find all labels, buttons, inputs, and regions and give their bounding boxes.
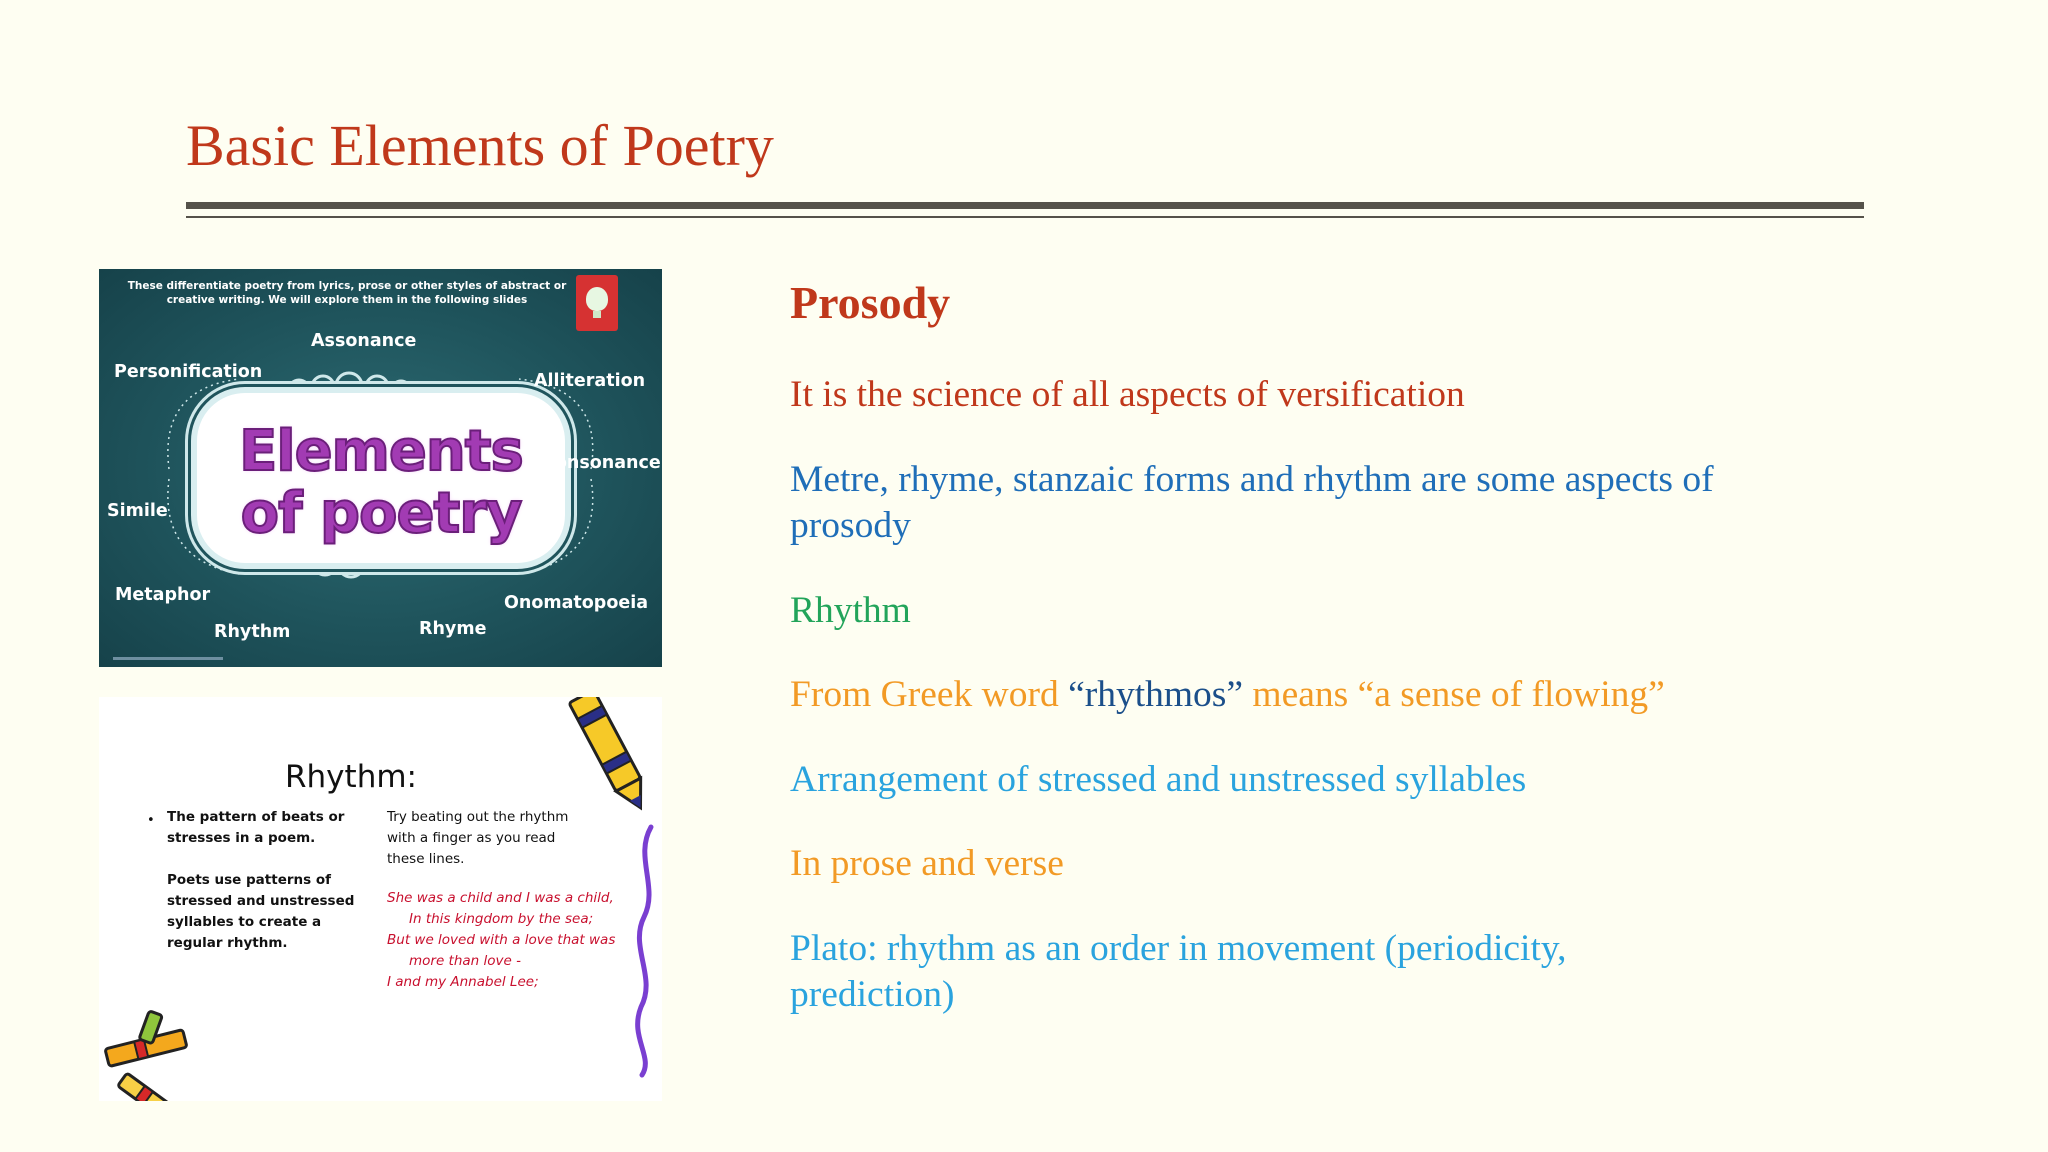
definition-line: The pattern of beats or <box>167 809 345 825</box>
instruction-line: with a finger as you read <box>387 830 556 846</box>
prosody-heading: Prosody <box>790 277 951 328</box>
poem-line: She was a child and I was a child, <box>387 890 614 906</box>
image-note-line-1: These differentiate poetry from lyrics, prose or other styles of abstract or <box>127 280 567 292</box>
bullet-dot: • <box>147 813 155 828</box>
line-greek-origin <box>790 672 1665 718</box>
line-prose-verse: In prose and verse <box>790 843 1064 884</box>
term-simile: Simile <box>107 501 168 521</box>
greek-word: “rhythmos” <box>1068 674 1244 715</box>
crayon-icon <box>569 697 653 814</box>
rhythm-image <box>99 697 662 1101</box>
poem-line: In this kingdom by the sea; <box>409 911 594 927</box>
line-plato-2: prediction) <box>790 974 955 1015</box>
term-personification: Personification <box>114 362 263 382</box>
line-rhythm: Rhythm <box>790 590 911 631</box>
line-versification: It is the science of all aspects of versification <box>790 374 1465 415</box>
definition-line: regular rhythm. <box>167 935 288 951</box>
image-credit <box>113 657 223 660</box>
crayons-icon <box>105 1011 187 1101</box>
instruction-line: Try beating out the rhythm <box>387 809 569 825</box>
definition-line: syllables to create a <box>167 914 322 930</box>
definition-line: Poets use patterns of <box>167 872 332 888</box>
term-assonance: Assonance <box>311 331 417 351</box>
line-plato-1: Plato: rhythm as an order in movement (periodicity, <box>790 928 1567 969</box>
greek-origin-meaning: means “a sense of flowing” <box>1243 674 1665 715</box>
poem-excerpt <box>387 888 647 993</box>
poem-line: more than love - <box>409 953 521 969</box>
title-rule-thick <box>186 202 1864 209</box>
instruction-line: these lines. <box>387 851 465 867</box>
line-plato <box>790 926 1567 1018</box>
title-rule-thin <box>186 216 1864 218</box>
big-title-line-1: Elements <box>239 419 523 484</box>
line-aspects-2: prosody <box>790 505 911 546</box>
rhythm-definition <box>167 807 354 954</box>
term-consonance: Consonance <box>542 453 661 473</box>
definition-spacer <box>167 849 354 870</box>
line-aspects <box>790 457 1714 549</box>
poem-line: But we loved with a love that was <box>387 932 616 948</box>
elements-of-poetry-image <box>99 269 662 667</box>
line-arrangement: Arrangement of stressed and unstressed syllables <box>790 759 1527 800</box>
rhythm-instruction <box>387 807 568 870</box>
rhythm-title: Rhythm: <box>285 759 417 795</box>
term-rhyme: Rhyme <box>419 619 487 639</box>
poem-line: I and my Annabel Lee; <box>387 974 539 990</box>
big-title-line-2: of poetry <box>240 481 522 546</box>
slide-title: Basic Elements of Poetry <box>186 113 774 178</box>
term-alliteration: Alliteration <box>534 371 646 391</box>
term-onomatopoeia: Onomatopoeia <box>504 593 649 613</box>
term-rhythm: Rhythm <box>214 622 291 642</box>
definition-line: stresses in a poem. <box>167 830 316 846</box>
term-metaphor: Metaphor <box>115 585 211 605</box>
greek-origin-prefix: From Greek word <box>790 674 1069 715</box>
definition-line: stressed and unstressed <box>167 893 355 909</box>
image-note-line-2: creative writing. We will explore them in the following slides <box>166 294 528 306</box>
line-aspects-1: Metre, rhyme, stanzaic forms and rhythm are some aspects of <box>790 459 1714 500</box>
